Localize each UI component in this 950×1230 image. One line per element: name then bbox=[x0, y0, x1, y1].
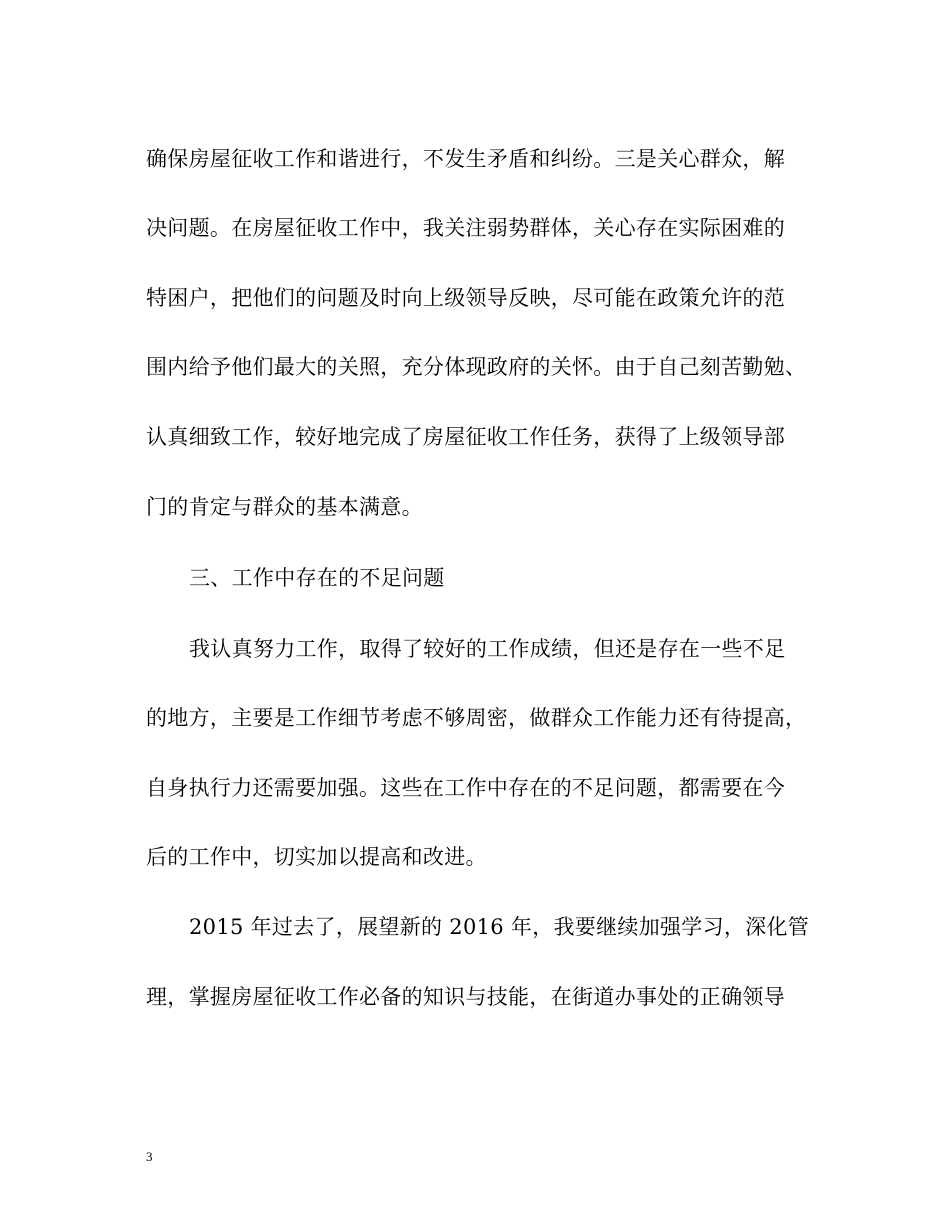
paragraph-first-line: 我认真努力工作，取得了较好的工作成绩，但还是存在一些不足 bbox=[189, 637, 786, 661]
body-text-line: 理，掌握房屋征收工作必备的知识与技能，在街道办事处的正确领导 bbox=[146, 985, 785, 1009]
body-text-line: 确保房屋征收工作和谐进行，不发生矛盾和纠纷。三是关心群众，解 bbox=[146, 147, 785, 171]
body-text-line: 认真细致工作，较好地完成了房屋征收工作任务，获得了上级领导部 bbox=[146, 425, 785, 449]
body-text-line: 特困户，把他们的问题及时向上级领导反映，尽可能在政策允许的范 bbox=[146, 286, 785, 310]
body-text-line: 决问题。在房屋征收工作中，我关注弱势群体，关心存在实际困难的 bbox=[146, 216, 785, 240]
body-text-line: 门的肯定与群众的基本满意。 bbox=[146, 495, 423, 519]
paragraph-first-line: 2015 年过去了，展望新的 2016 年，我要继续加强学习，深化管 bbox=[189, 915, 810, 939]
body-text-line: 自身执行力还需要加强。这些在工作中存在的不足问题，都需要在今 bbox=[146, 776, 785, 800]
body-text-line: 围内给予他们最大的关照，充分体现政府的关怀。由于自己刻苦勤勉、 bbox=[146, 355, 807, 379]
section-heading: 三、工作中存在的不足问题 bbox=[189, 566, 445, 590]
page-number: 3 bbox=[146, 1149, 153, 1164]
body-text-line: 的地方，主要是工作细节考虑不够周密，做群众工作能力还有待提高， bbox=[146, 706, 807, 730]
body-text-line: 后的工作中，切实加以提高和改进。 bbox=[146, 845, 487, 869]
